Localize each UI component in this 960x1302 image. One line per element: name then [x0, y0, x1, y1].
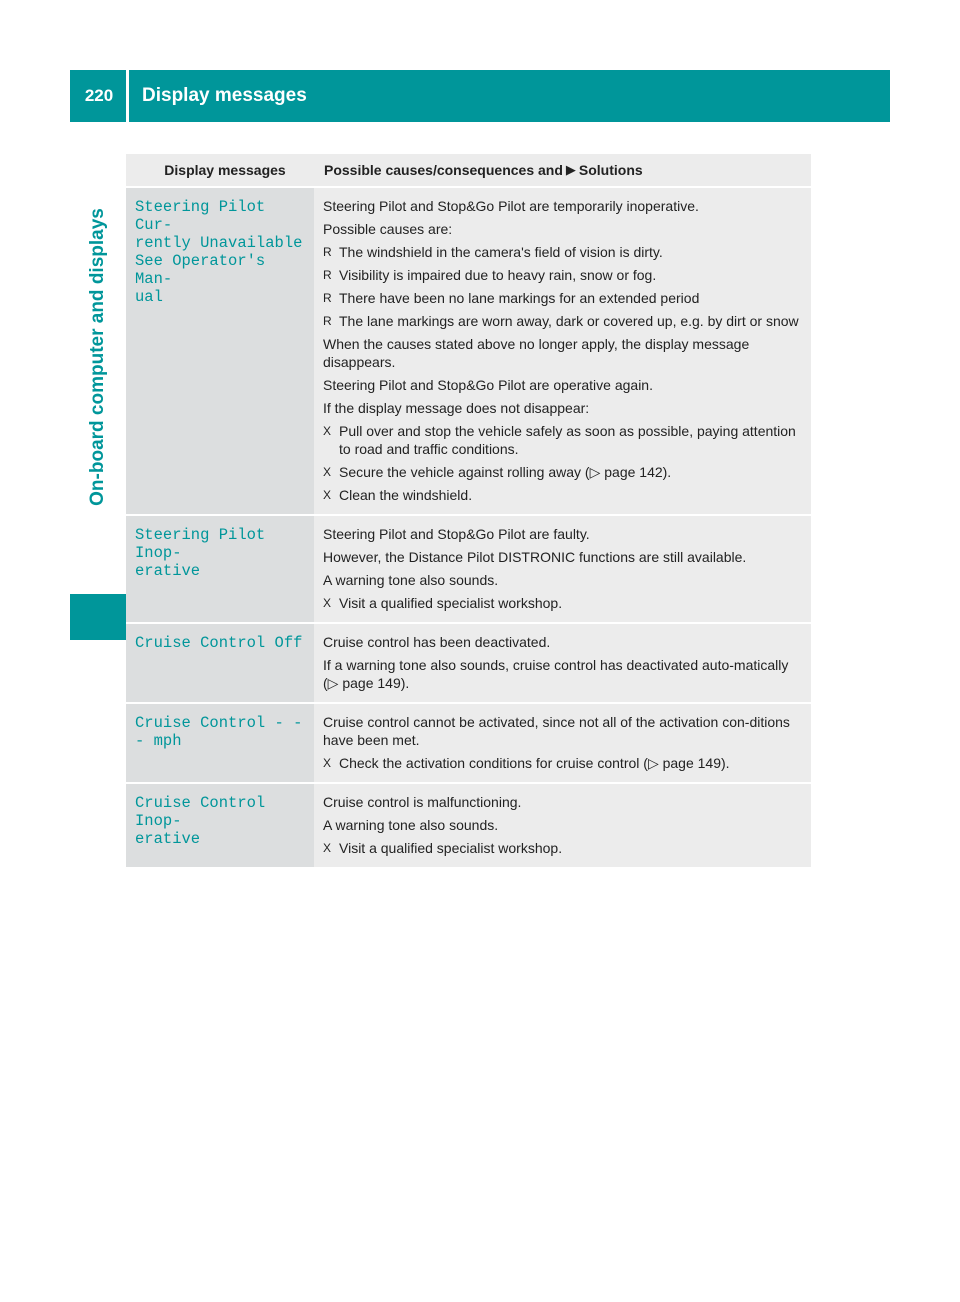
table-row — [126, 624, 811, 704]
bullet-icon: R — [323, 268, 332, 282]
list-item: R There have been no lane markings for an extended period — [323, 290, 700, 306]
page-ref-icon: ▷ — [327, 675, 339, 691]
action-icon: X — [323, 756, 332, 770]
bullet-icon: R — [323, 314, 332, 328]
display-message-text: Cruise Control Off — [135, 634, 303, 652]
body-text: Cruise control has been deactivated. — [323, 634, 551, 650]
body-text: However, the Distance Pilot DISTRONIC functions are still available. — [323, 549, 747, 565]
action-step: X Visit a qualified specialist workshop. — [323, 595, 563, 611]
display-messages-table — [126, 154, 811, 869]
page-title: Display messages — [142, 85, 307, 106]
bullet-icon: R — [323, 291, 332, 305]
list-item: R The windshield in the camera's field of vision is dirty. — [323, 244, 663, 260]
bullet-icon: R — [323, 245, 332, 259]
list-item: R Visibility is impaired due to heavy rain, snow or fog. — [323, 267, 657, 283]
causes-cell — [314, 704, 811, 782]
section-marker-square — [70, 594, 126, 640]
body-text: When the causes stated above no longer apply, the display message disappears. — [323, 336, 750, 370]
list-item: R The lane markings are worn away, dark or covered up, e.g. by dirt or snow — [323, 313, 799, 329]
table-row — [126, 704, 811, 784]
body-text: Steering Pilot and Stop&Go Pilot are temporarily inoperative. — [323, 198, 699, 214]
body-text: Cruise control cannot be activated, since not all of the activation con‐ditions have been met. — [323, 714, 790, 748]
message-cell — [126, 188, 314, 514]
table-row — [126, 784, 811, 869]
table-row — [126, 188, 811, 516]
causes-cell — [314, 624, 811, 702]
col-header-causes-text: Possible causes/consequences and — [324, 162, 563, 178]
causes-cell — [314, 784, 811, 867]
page-ref-link[interactable]: page 149). — [342, 675, 410, 691]
body-text: Cruise control is malfunctioning. — [323, 794, 522, 810]
body-text: If a warning tone also sounds, cruise control has deactivated auto‐matically (▷ page 149). — [323, 657, 789, 691]
page-ref-icon: ▷ — [589, 464, 601, 480]
col-header-display-messages: Display messages — [164, 162, 286, 178]
causes-cell — [314, 516, 811, 622]
action-icon: X — [323, 596, 332, 610]
display-message-text: Cruise Control Inop‐ erative — [135, 794, 266, 848]
action-step: X Clean the windshield. — [323, 487, 473, 503]
display-message-text: Cruise Control - - - mph — [135, 714, 303, 750]
page-ref-link[interactable]: page 142). — [604, 464, 672, 480]
message-cell — [126, 516, 314, 622]
table-header — [126, 154, 811, 188]
body-text: Steering Pilot and Stop&Go Pilot are faulty. — [323, 526, 590, 542]
page-ref-link[interactable]: page 149). — [662, 755, 730, 771]
action-step: X Check the activation conditions for cruise control (▷ page 149). — [323, 755, 730, 771]
action-step: X Pull over and stop the vehicle safely as soon as possible, paying attention to road and traffic conditions. — [323, 423, 796, 457]
body-text: If the display message does not disappear: — [323, 400, 590, 416]
section-side-tab-label: On-board computer and displays — [87, 208, 108, 506]
col-header-solutions-text: Solutions — [578, 162, 643, 178]
message-cell — [126, 624, 314, 702]
causes-cell — [314, 188, 811, 514]
action-icon: X — [323, 488, 332, 502]
message-cell — [126, 784, 314, 867]
action-step: X Secure the vehicle against rolling away (▷ page 142). — [323, 464, 672, 480]
body-text: Possible causes are: — [323, 221, 453, 237]
action-icon: X — [323, 841, 332, 855]
page-number: 220 — [84, 86, 114, 105]
body-text: A warning tone also sounds. — [323, 817, 499, 833]
action-step: X Visit a qualified specialist workshop. — [323, 840, 563, 856]
table-row — [126, 516, 811, 624]
body-text: Steering Pilot and Stop&Go Pilot are operative again. — [323, 377, 653, 393]
message-cell — [126, 704, 314, 782]
play-arrow-icon: ▶ — [565, 162, 576, 177]
display-message-text: Steering Pilot Inop‐ erative — [135, 526, 266, 580]
col-header-causes-solutions — [314, 154, 811, 186]
page-ref-icon: ▷ — [647, 755, 659, 771]
display-message-text: Steering Pilot Cur‐ rently Unavailable See Operator's Man‐ ual — [135, 198, 303, 306]
section-side-tab — [70, 122, 126, 592]
action-icon: X — [323, 465, 332, 479]
body-text: A warning tone also sounds. — [323, 572, 499, 588]
header-divider — [126, 70, 129, 122]
action-icon: X — [323, 424, 332, 438]
